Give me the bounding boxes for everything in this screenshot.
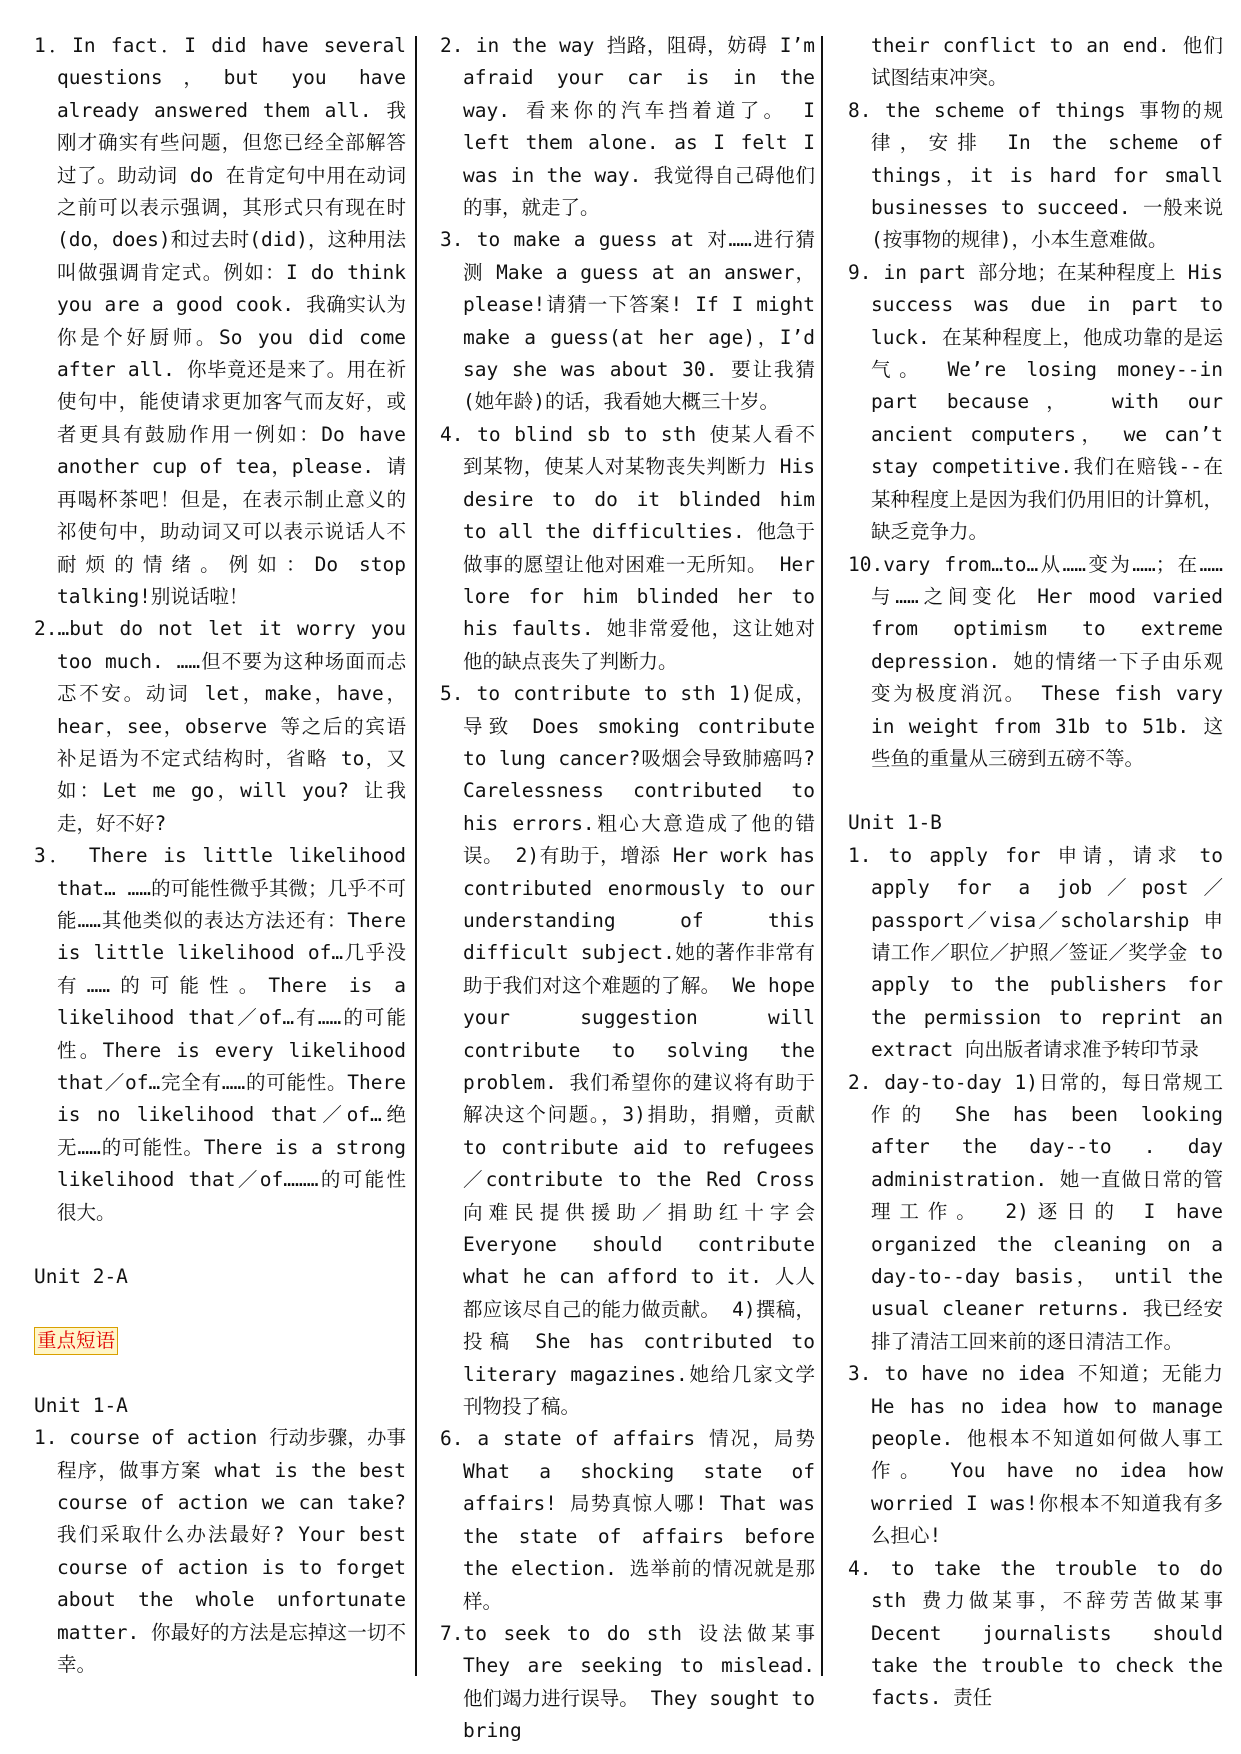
list-item: 1．In fact．I did have several questions，but you have already answered them all. 我刚才确实有些问题，但您已经全部解答过了。助动词 do 在肯定句中用在动词之前可以表示强调，其形式只有现在时 (do，does)和过去时(did)，这种用法叫做强调肯定式。例如：I do think you are a good cook. 我确实认为你是个好厨师。So you did come after all. 你毕竟还是来了。用在祈使句中，能使请求更加客气而友好，或者更具有鼓励作用一例如：Do have another cup of tea，please. 请再喝杯茶吧！但是，在表示制止意义的祁使句中，助动词又可以表示说话人不耐烦的情绪。例如：Do stop talking!别说话啦！ [34,34,406,608]
list-item: 10.vary from…to…从……变为……；在……与……之间变化 Her mood varied from optimism to extreme depression. 她的情绪一下子由乐观变为极度消沉。 These fish vary in weight from 31b to 51b. 这些鱼的重量从三磅到五磅不等。 [848,552,1223,770]
column-middle [440,30,815,1748]
blank-line [34,1293,406,1325]
list-item: 9. in part 部分地；在某种程度上 His success was due in part to luck. 在某种程度上，他成功靠的是运气。 We’re losing money--in part because， with our ancient computers， we can’t stay competitive.我们在赔钱--在某种程度上是因为我们仍用旧的计算机，缺乏竞争力。 [848,260,1223,544]
blank-line [34,1358,406,1390]
section-heading: Unit 2-A [34,1265,128,1289]
list-item: 4. to take the trouble to do sth 费力做某事，不辞劳苦做某事 Decent journalists should take the trouble to check the facts. 责任 [848,1556,1223,1710]
highlighted-heading: 重点短语 [34,1327,118,1355]
section-heading: Unit 1-A [34,1393,128,1417]
list-item: 8. the scheme of things 事物的规律，安排 In the scheme of things，it is hard for small businesses to succeed. 一般来说(按事物的规律)，小本生意难做。 [848,98,1223,252]
blank-line [34,1229,406,1261]
list-item: 3. to have no idea 不知道；无能力 He has no idea how to manage people. 他根本不知道如何做人事工作。 You have no idea how worried I was!你根本不知道我有多么担心! [848,1362,1223,1548]
list-item: 2. day-to-day 1)日常的，每日常规工作的 She has been looking after the day--to . day administration. 她一直做日常的管理工作。 2)逐日的 I have organized the cleaning on a day-to--day basis， until the usual cleaner returns. 我已经安排了清洁工回来前的逐日清洁工作。 [848,1070,1223,1353]
list-item: 1. course of action 行动步骤，办事程序，做事方案 what is the best course of action we can take?我们采取什么办法最好? Your best course of action is to forget about the whole unfortunate matter. 你最好的方法是忘掉这一切不幸。 [34,1426,406,1677]
continued-paragraph: their conflict to an end. 他们试图结束冲突。 [871,34,1223,90]
list-item: 3． There is little likelihood that… ……的可能性微乎其微；几乎不可能……其他类似的表达方法还有：There is little likelihood of…几乎没有……的可能性。There is a likelihood that／of…有……的可能性。There is every likelihood that／of…完全有……的可能性。There is no likelihood that／of…绝无……的可能性。There is a strong likelihood that／of………的可能性很大。 [34,844,406,1224]
list-item: 2. in the way 挡路，阻碍，妨碍 I’m afraid your car is in the way. 看来你的汽车挡着道了。 I left them alone. as I felt I was in the way. 我觉得自己碍他们的事，就走了。 [440,34,815,220]
heading-line [34,1325,406,1357]
list-item: 6. a state of affairs 情况，局势 What a shocking state of affairs! 局势真惊人哪! That was the state of affairs before the election. 选举前的情况就是那样。 [440,1427,815,1613]
list-item: 3. to make a guess at 对……进行猜测 Make a guess at an answer，please!请猜一下答案! If I might make a guess(at her age)，I’d say she was about 30. 要让我猜(她年龄)的话，我看她大概三十岁。 [440,228,815,414]
list-item: 5. to contribute to sth 1)促成，导致 Does smoking contribute to lung cancer?吸烟会导致肺癌吗? Carelessness contributed to his errors.粗心大意造成了他的错误。 2)有助于，增添 Her work has contributed enormously to our understanding of this difficult subject.她的著作非常有助于我们对这个难题的了解。 We hope your suggestion will contribute to solving the problem. 我们希望你的建议将有助于解决这个问题。，3)捐助，捐赠，贡献 to contribute aid to refugees／contribute to the Red Cross 向难民提供援助／捐助红十字会 Everyone should contribute what he can afford to it. 人人都应该尽自己的能力做贡献。 4)撰稿，投稿 She has contributed to literary magazines.她给几家文学刊物投了稿。 [440,682,815,1419]
list-item: 2.…but do not let it worry you too much. ……但不要为这种场面而忐忑不安。动词 let，make，have，hear，see，observe 等之后的宾语补足语为不定式结构时，省略 to，又如：Let me go，will you? 让我走，好不好? [34,617,406,835]
column-divider [415,36,417,1676]
column-right [848,30,1223,1715]
column-left [34,30,406,1682]
list-item: 7.to seek to do sth 设法做某事 They are seeking to mislead. 他们竭力进行误导。 They sought to bring [440,1621,815,1743]
section-heading: Unit 1-B [848,811,942,835]
blank-line [848,775,1223,807]
column-divider [821,36,823,1676]
list-item: 4. to blind sb to sth 使某人看不到某物，使某人对某物丧失判断力 His desire to do it blinded him to all the difficulties. 他急于做事的愿望让他对困难一无所知。 Her lore for him blinded her to his faults. 她非常爱他，这让她对他的缺点丧失了判断力。 [440,422,815,673]
list-item: 1. to apply for 申请，请求 to apply for a job／post／passport／visa／scholarship 申请工作／职位／护照／签证／奖学金 to apply to the publishers for the permission to reprint an extract 向出版者请求准予转印节录 [848,843,1223,1062]
